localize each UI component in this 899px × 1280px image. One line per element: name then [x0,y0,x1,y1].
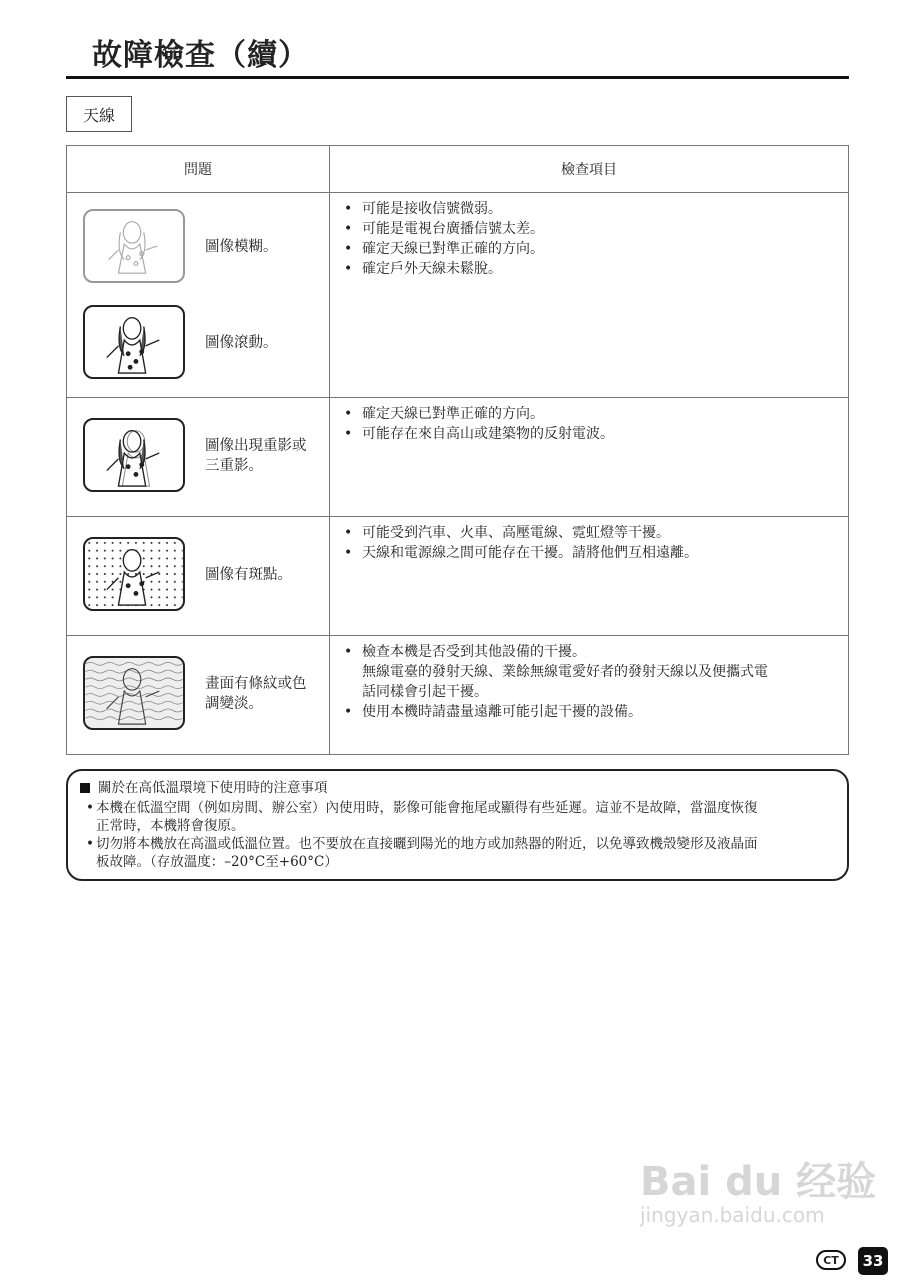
problem-line: 調變淡。 [205,696,263,712]
problem-text [205,674,307,714]
temperature-note-box [66,769,849,881]
note-item [96,835,837,871]
note-line: 正常時，本機將會復原。 [96,818,245,834]
table-row [67,636,849,755]
check-item: • 確定戶外天線未鬆脫。 [362,259,848,279]
table-row [67,517,849,636]
table-row [67,398,849,517]
tv-rolling-illustration [83,305,185,379]
tv-ghosting-illustration [83,418,185,492]
watermark-logo: Bai du 经验 [640,1159,877,1205]
problem-text: 圖像滾動。 [205,335,278,351]
check-item: • 可能是接收信號微弱。 [362,199,848,219]
table-row [67,193,849,398]
check-item: • 可能存在來自高山或建築物的反射電波。 [362,424,848,444]
problem-text [205,436,307,476]
check-item: • 可能受到汽車、火車、高壓電線、霓虹燈等干擾。 [362,523,848,543]
watermark-url: jingyan.baidu.com [640,1203,825,1227]
problem-text: 圖像有斑點。 [205,567,292,583]
problem-cell [67,193,330,398]
note-heading-text: 關於在高低溫環境下使用時的注意事項 [98,780,328,796]
problem-text: 圖像模糊。 [205,239,278,255]
column-header-check: 檢查項目 [330,146,849,193]
check-item [362,642,848,702]
note-line: • 本機在低溫空間（例如房間、辦公室）內使用時，影像可能會拖尾或顯得有些延遲。這並不是故障，當溫度恢復 [96,800,758,816]
tv-blurry-illustration [83,209,185,283]
check-cell [330,193,849,398]
note-heading [80,779,837,797]
check-item: • 使用本機時請盡量遠離可能引起干擾的設備。 [362,702,848,722]
language-badge: CT [816,1250,846,1270]
square-bullet-icon [80,783,90,793]
check-list [330,398,848,444]
section-label: 天線 [66,96,132,132]
problem-cell [67,636,330,755]
check-item: • 確定天線已對準正確的方向。 [362,404,848,424]
problem-cell [67,517,330,636]
check-cell [330,398,849,517]
note-list [80,799,837,871]
baidu-watermark [640,1150,876,1227]
column-header-problem: 問題 [67,146,330,193]
check-item: • 確定天線已對準正確的方向。 [362,239,848,259]
check-list [330,517,848,563]
check-line: • 檢查本機是否受到其他設備的干擾。 [362,644,586,660]
table-header-row [67,146,849,193]
tv-stripes-illustration [83,656,185,730]
title-rule [66,76,849,79]
note-item [96,799,837,835]
check-item: • 可能是電視台廣播信號太差。 [362,219,848,239]
page-title: 故障檢查（續） [92,38,309,73]
check-item: • 天線和電源線之間可能存在干擾。請將他們互相遠離。 [362,543,848,563]
problem-line: 圖像出現重影或 [205,438,307,454]
check-line: 無線電臺的發射天線、業餘無線電愛好者的發射天線以及便攜式電 [362,664,768,680]
problem-cell [67,398,330,517]
check-list [330,193,848,279]
check-list [330,636,848,722]
troubleshooting-table [66,145,849,755]
note-line: • 切勿將本機放在高溫或低溫位置。也不要放在直接曬到陽光的地方或加熱器的附近，以免導致機殼變形及液晶面 [96,836,758,852]
page-number: 33 [858,1247,888,1275]
note-line: 板故障。（存放溫度：–20°C至+60°C） [96,854,338,870]
check-cell [330,636,849,755]
problem-line: 畫面有條紋或色 [205,676,307,692]
problem-line: 三重影。 [205,458,263,474]
tv-speckles-illustration [83,537,185,611]
check-cell [330,517,849,636]
check-line: 話同樣會引起干擾。 [362,684,488,700]
